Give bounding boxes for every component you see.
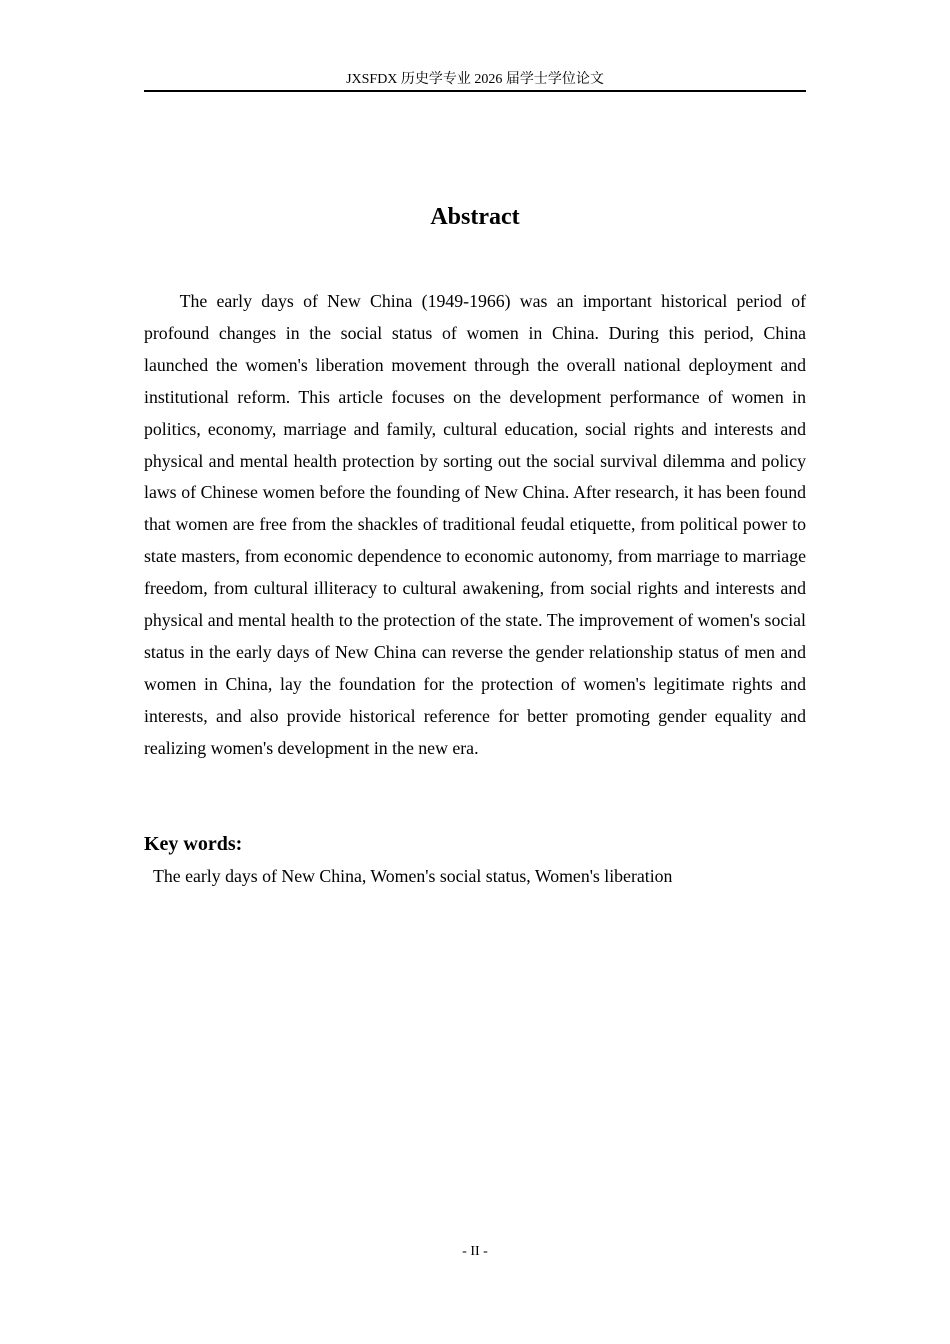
keywords-text: The early days of New China, Women's social status, Women's liberation [153,866,673,886]
keywords-heading: Key words: [144,833,243,855]
abstract-title: Abstract [430,204,520,230]
abstract-body: The early days of New China (1949-1966) was an important historical period of profound changes in the social status of women in China. During this period, China launched the women's liberation movement through the overall national deployment and institutional reform. This article focuses on the development performance of women in politics, economy, marriage and family, cultural education, social rights and interests and physical and mental health protection by sorting out the social survival dilemma and policy laws of Chinese women before the founding of New China. After research, it has been found that women are free from the shackles of traditional feudal etiquette, from political power to state masters, from economic dependence to economic autonomy, from marriage to marriage freedom, from cultural illiteracy to cultural awakening, from social rights and interests and physical and mental health to the protection of the state. The improvement of women's social status in the early days of New China can reverse the gender relationship status of men and women in China, lay the foundation for the protection of women's legitimate rights and interests, and also provide historical reference for better promoting gender equality and realizing women's development in the new era. [144,291,806,758]
running-header: JXSFDX 历史学专业 2026 届学士学位论文 [346,72,604,87]
header-rule [144,90,806,92]
page-number: - II - [462,1244,488,1259]
